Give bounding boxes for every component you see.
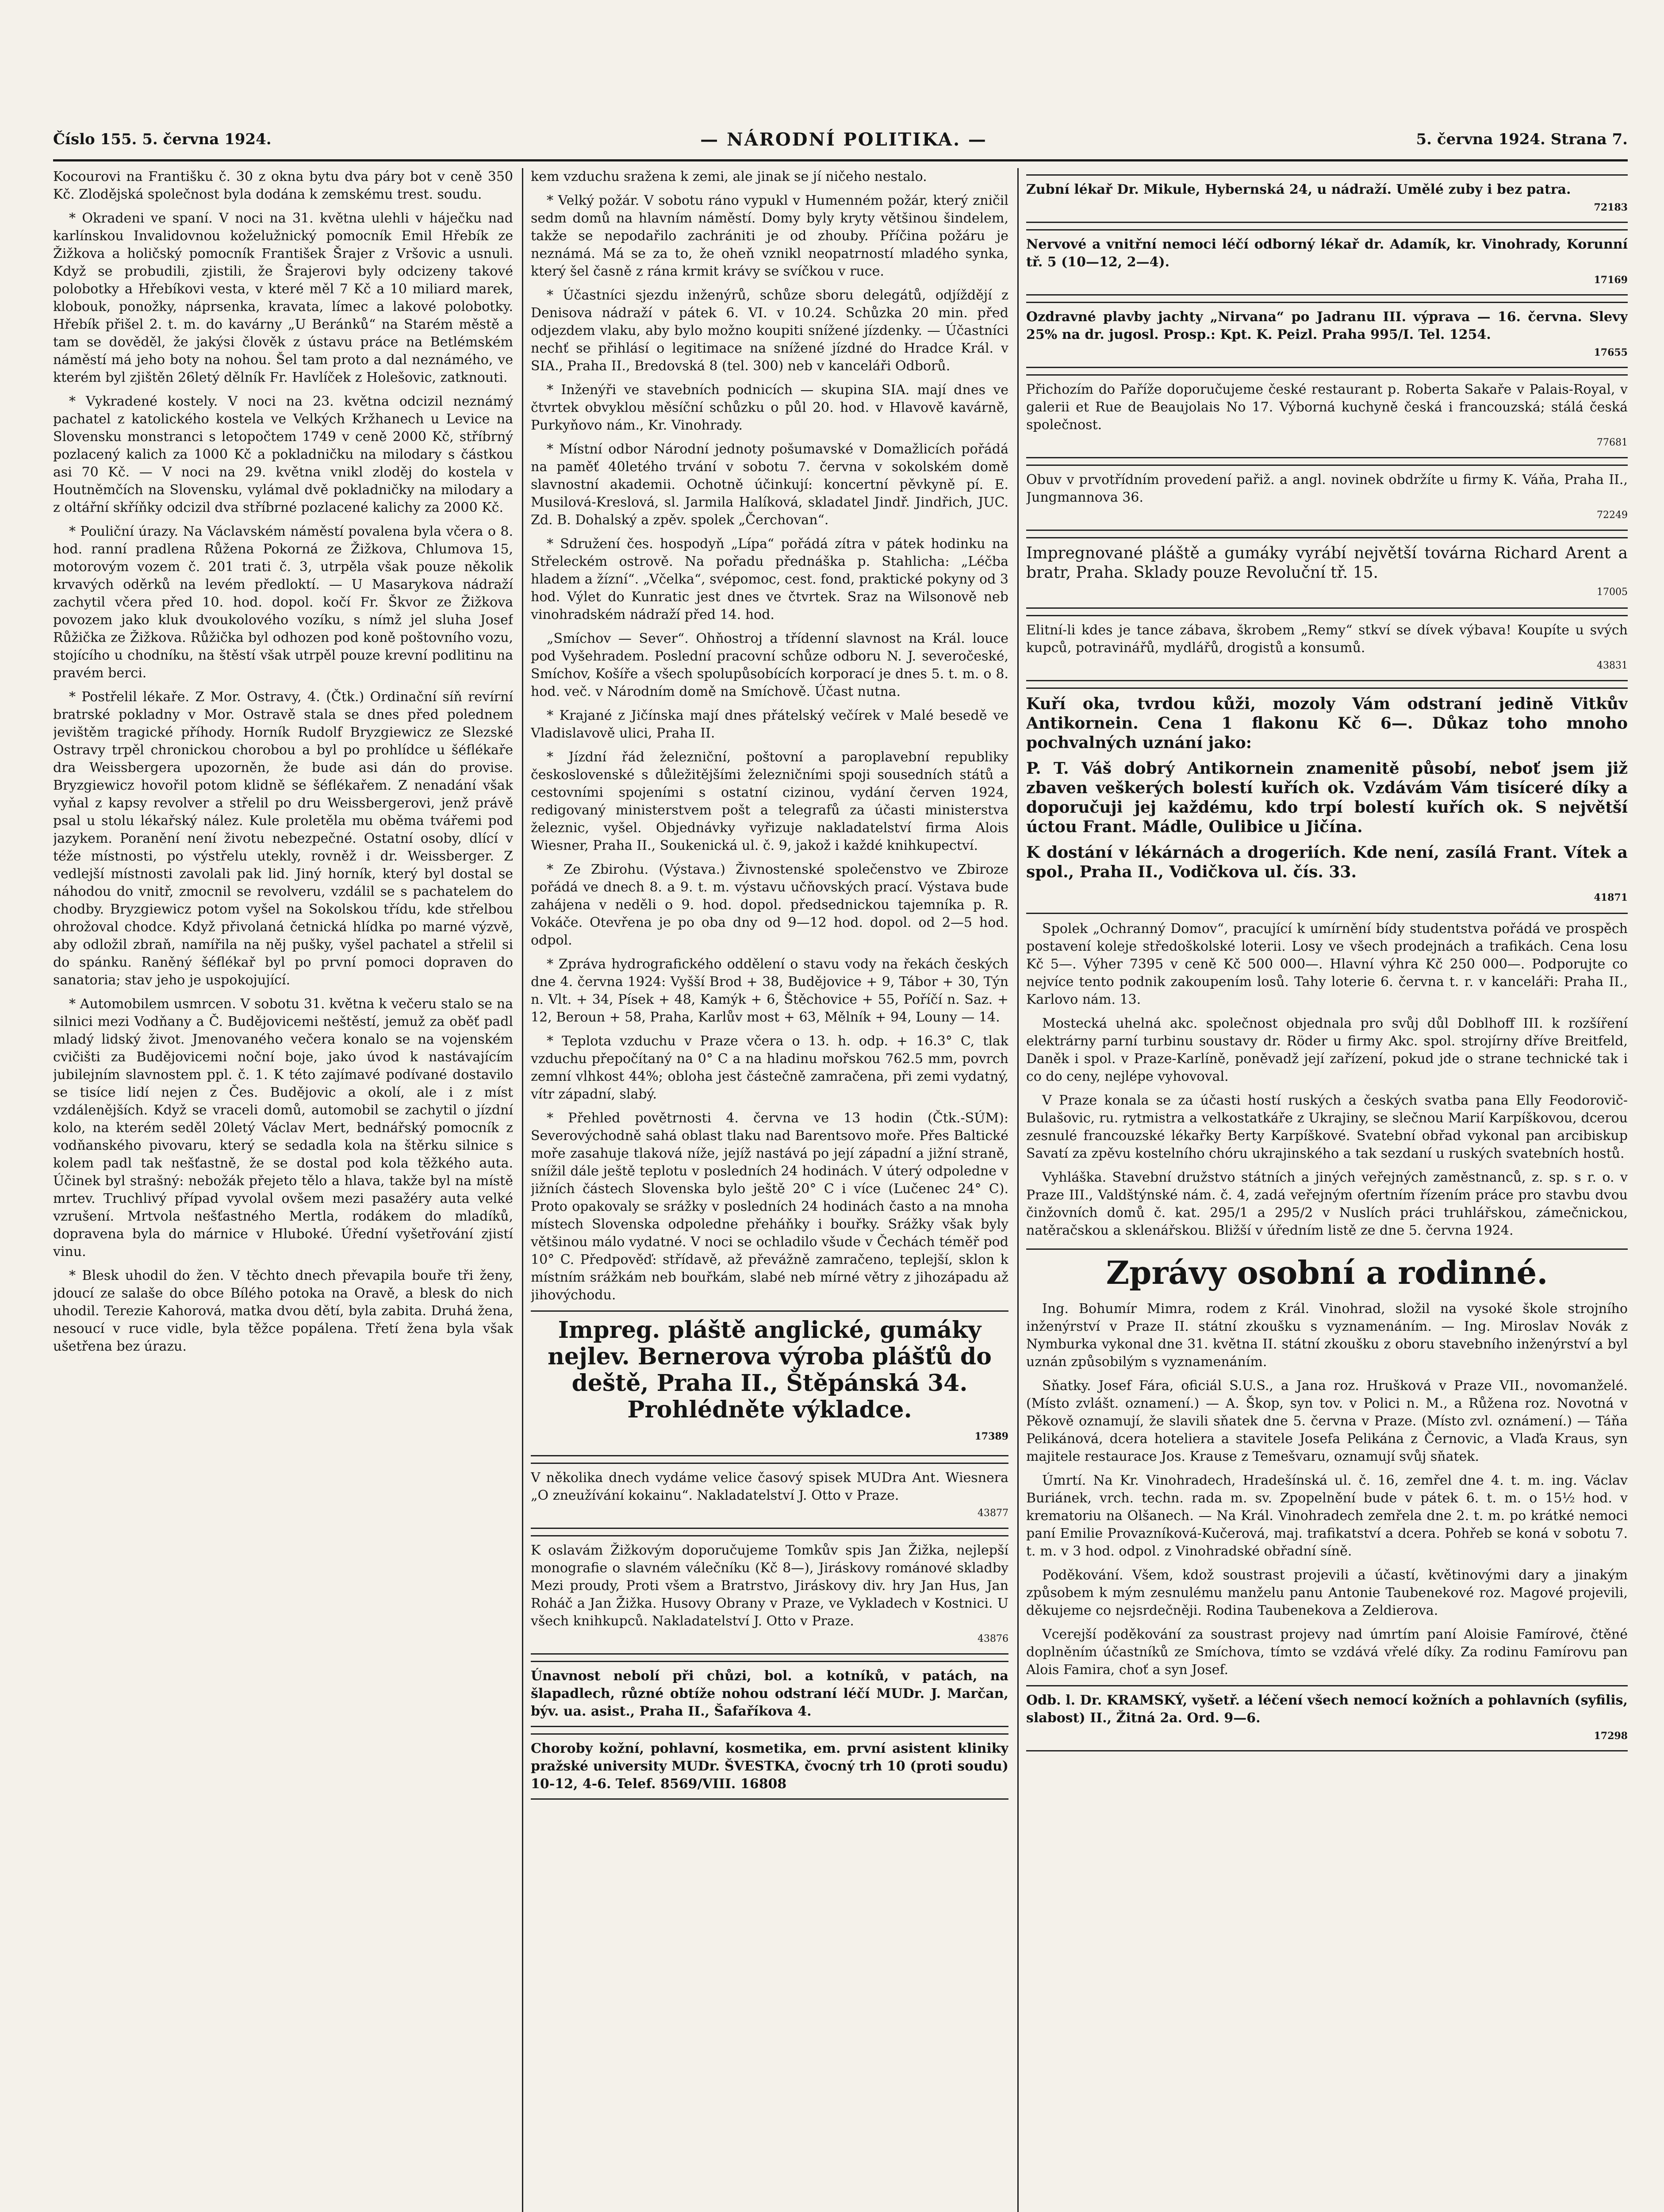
column-divider bbox=[522, 168, 523, 2212]
ad-number: 77681 bbox=[1597, 437, 1628, 448]
article: * Blesk uhodil do žen. V těchto dnech převapila bouře tři ženy, jdoucí ze salaše do obce Bílého potoka na Oravě, a blesk do nich uhodil. Terezie Kahorová, matka dvou dětí, byla zabita. Druhá žena, nesoucí v ruce vidle, byla těžce popálena. Třetí žena byla však ušetřena bez úrazu. bbox=[53, 1268, 513, 1354]
personal-news: Ing. Bohumír Mimra, rodem z Král. Vinohrad, složil na vysoké škole strojního inženýrství v Praze II. státní zkoušku s vyznamenáním. — Ing. Miroslav Novák z Nymburka vykonal dne 31. května II. státní zkoušku z oboru stavebního inženýrství a byl uznán způsobilým s vyznamenáním. bbox=[1026, 1301, 1628, 1370]
article: * Postřelil lékaře. Z Mor. Ostravy, 4. (Čtk.) Ordinační síň revírní bratrské pokladny v Mor. Ostravě stala se dnes před polednem jevištěm tragické příhody. Horník Rudolf Bryzgiewicz ze Slezské Ostravy trpěl chronickou chorobou a byl po prohlídce u šéflékaře dra Weissbergera upozorněn, že bude asi dán do provise. Bryzgiewicz hovořil potom klidně se šéflékařem. Z nenadání však vyňal z kapsy revolver a střelil po dru Weissbergerovi, jenž právě psal u stolu lékařský nález. Kule proletěla mu oběma tvářemi pod jazykem. Poranění není životu nebezpečné. Ostatní osoby, dlící v téže místnosti, po výstřelu utekly, rovněž i dr. Weissberger. Z vedlejší místnosti zavolali pak lid. Jiný horník, který byl dostal se náhodou do vnitř, zmocnil se revolveru, vzdálil se s pachatelem do chodby. Bryzgiewicz potom vyšel na Sokolskou třídu, kde střelbou ohrožoval chodce. Když přivolaná četnická hlídka po marné výzvě, aby odložil zbraň, namířila na něj pušky, vyšel pachatel a střelil si do spánku. Raněný šéflékař byl po první pomoci dopraven do sanatoria; stav jeho je uspokojující. bbox=[53, 689, 513, 988]
advertisement bbox=[531, 1733, 1008, 1800]
article: „Smíchov — Sever“. Ohňostroj a třídenní slavnost na Král. louce pod Vyšehradem. Poslední pracovní schůze odboru N. J. severočeské, Smíchov, Košíře a všech spolupůsobících korporací je dnes 5. t. m. o 8. hod. več. v Národním domě na Smíchově. Účast nutna. bbox=[531, 631, 1008, 699]
personal-news: Poděkování. Všem, kdož soustrast projevili a účastí, květinovými dary a jinakým způsobem k mým zesnulému manželu panu Antonie Taubenekové roz. Magové projevili, děkujeme co nejsrdečněji. Rodina Taubenekova a Zeldierova. bbox=[1026, 1567, 1628, 1618]
advertisement bbox=[531, 1463, 1008, 1529]
ad-text: K dostání v lékárnách a drogeriích. Kde není, zasílá Frant. Vítek a spol., Praha II., Vodičkova ul. čís. 33. bbox=[1026, 843, 1628, 881]
advertisement bbox=[1026, 374, 1628, 458]
advertisement bbox=[531, 1310, 1008, 1456]
ad-text: Zubní lékař Dr. Mikule, Hybernská 24, u nádraží. Umělé zuby i bez patra. bbox=[1026, 182, 1571, 197]
advertisement bbox=[1026, 229, 1628, 296]
article: * Jízdní řád železniční, poštovní a paroplavební republiky československé s důležitějšími železničními spoji sousedních států a cestovními spojeními s ostatní cizinou, vydání červen 1924, redigovaný ministerstvem pošt a telegrafů za účasti ministerstva železnic, vyšel. Objednávky vyřizuje nakladatelství firma Alois Wiesner, Praha II., Soukenická ul. č. 9, jakož i každé knihkupectví. bbox=[531, 749, 1008, 853]
ad-number: 72249 bbox=[1597, 510, 1628, 521]
ad-number: 17005 bbox=[1597, 587, 1628, 598]
article: * Vykradené kostely. V noci na 23. května odcizil neznámý pachatel z katolického kostela ve Velkých Kržhanech u Levice na Slovensku monstranci s letopočtem 1749 v ceně 2000 Kč, stříbrný pozlacený kalich za 1000 Kč a pokladničku na milodary s částkou asi 70 Kč. — V noci na 29. května vnikl zloděj do kostela v Houtněmčích na Slovensku, vylámal dvě pokladničky na milodary a z oltářní skříňky odcizil dva stříbrné pozlacené kalichy za 2000 Kč. bbox=[53, 394, 513, 515]
ad-text: Únavnost nebolí při chůzi, bol. a kotníků, v patách, na šlapadlech, různé obtíže nohou odstraní léčí MUDr. J. Marčan, býv. ua. asist., Praha II., Šafaříkova 4. bbox=[531, 1668, 1008, 1719]
ad-text: Odb. l. Dr. KRAMSKÝ, vyšetř. a léčení všech nemocí kožních a pohlavních (syfilis, slabost) II., Žitná 2a. Ord. 9—6. bbox=[1026, 1693, 1628, 1726]
article: * Pouliční úrazy. Na Václavském náměstí povalena byla včera o 8. hod. ranní pradlena Růžena Pokorná ze Žižkova, Chlumova 15, motorovým vozem č. 201 trati č. 3, utrpěla však pouze několik krvavých oděrků na levém předloktí. — U Masarykova nádraží zachytil včera před 10. hod. dopol. kočí Fr. Škvor ze Žižkova povozem jako kluk dvoukolového vozíku, s nímž jel sluha Josef Růžička ze Žižkova. Růžička byl odhozen pod koně poštovního vozu, stojícího u chodníku, na štěstí však utrpěl pouze krevní podlitinu na pravém berci. bbox=[53, 524, 513, 681]
advertisement bbox=[1026, 1685, 1628, 1751]
article: * Zpráva hydrografického oddělení o stavu vody na řekách českých dne 4. června 1924: Vyšší Brod + 38, Budějovice + 9, Tábor + 30, Týn n. Vlt. + 34, Písek + 48, Kamýk + 6, Štěchovice + 55, Poříčí n. Saz. + 12, Beroun + 58, Praha, Karlův most + 63, Mělník + 94, Louny — 14. bbox=[531, 956, 1008, 1025]
advertisement bbox=[1026, 465, 1628, 531]
ad-number: 17298 bbox=[1594, 1730, 1628, 1742]
article: * Okradeni ve spaní. V noci na 31. května ulehli v háječku nad karlínskou Invalidovnou koželužnický pomocník Emil Hřebík ze Žižkova a holičský pomocník František Šrajer z Vršovic a usnuli. Když se probudili, zjistili, že Šrajerovi byly odcizeny takové polobotky a Hřebíkovi vesta, v které měl 7 Kč a 10 miliard marek, klobouk, ponožky, náprsenka, kravata, límec a lakové polobotky. Hřebík přišel 2. t. m. do kavárny „U Beránků“ na Starém městě a tam se dověděl, že jakýsi člověk z ústavu práce na Betlémském náměstí má jeho boty na nohou. Šel tam proto a dal neznámého, ve kterém byl zjištěn 26letý dělník Fr. Havlíček z Holešovic, zatknouti. bbox=[53, 211, 513, 385]
advertisement bbox=[1026, 537, 1628, 609]
ad-text: K oslavám Žižkovým doporučujeme Tomkův spis Jan Žižka, nejlepší monografie o slavném válečníku (Kč 8—), Jiráskovy románové skladby Mezi proudy, Proti všem a Bratrstvo, Jiráskovy div. hry Jan Hus, Jan Roháč a Jan Žižka. Husovy Obrany v Praze, ve Vykladech v Kostnici. U všech knihkupců. Nakladatelství J. Otto v Praze. bbox=[531, 1543, 1008, 1629]
article: Kocourovi na Františku č. 30 z okna bytu dva páry bot v ceně 350 Kč. Zlodějská společnost byla dodána k zemskému trest. soudu. bbox=[53, 169, 513, 202]
ad-text: Ozdravné plavby jachty „Nirvana“ po Jadranu III. výprava — 16. června. Slevy 25% na dr. jugosl. Prosp.: Kpt. K. Peizl. Praha 995/I. Tel. 1254. bbox=[1026, 309, 1628, 342]
advertisement bbox=[1026, 615, 1628, 681]
notice: Mostecká uhelná akc. společnost objednala pro svůj důl Doblhoff III. k rozšíření elektrárny parní turbinu soustavy dr. Röder u firmy Akc. spol. strojírny dříve Breitfeld, Daněk i spol. v Praze-Karlíně, poněvadž její zařízení, pokud jde o strane technické tak i co do ceny, nejlépe vyhovoval. bbox=[1026, 1016, 1628, 1084]
column-1 bbox=[53, 168, 513, 2212]
article: * Automobilem usmrcen. V sobotu 31. května k večeru stalo se na silnici mezi Vodňany a Č. Budějovicemi neštěstí, jemuž za oběť padl mladý lidský život. Jmenovaného večera konalo se na vojenském cvičišti za Budějovicemi noční boje, jako úvod k nastávajícím jubilejním slavnostem ppl. č. 1. K této zajímavé podívané dostavilo se tisíce lidí nejen z Čes. Budějovic a okolí, ale i z míst vzdálenějších. Když se vraceli domů, automobil se zachytil o jízdní kolo, na kterém seděl 20letý Václav Mert, bednářský pomocník z vodňanského pivovaru, který se sedadla kola na štěrku silnice s kolem padl tak nešťastně, že se dostal pod kola těžkého auta. Účinek byl strašný: nebožák přejeto tělo a hlava, takže byl na místě mrtev. Truchlivý případ vyvolal ovšem mezi pasažéry auta velké vzrušení. Mrtvola nešťastného Mertla, rodákem do mladíků, dopravena byla do márnice v Hluboké. Úřední vyšetřování zjistí vinu. bbox=[53, 996, 513, 1260]
masthead-title: — NÁRODNÍ POLITIKA. — bbox=[700, 129, 987, 150]
ad-text: Obuv v prvotřídním provedení pařiž. a angl. novinek obdržíte u firmy K. Váňa, Praha II., Jungmannova 36. bbox=[1026, 472, 1628, 505]
article: * Krajané z Jičínska mají dnes přátelský večírek v Malé besedě ve Vladislavově ulici, Praha II. bbox=[531, 708, 1008, 741]
personal-news: Vcerejší poděkování za soustrast projevy nad úmrtím paní Aloisie Famírové, čtěné doplněním účastníků ze Smíchova, tímto se vzdává vřelé díky. Za rodinu Famírovu pan Alois Famira, choť a syn Josef. bbox=[1026, 1627, 1628, 1678]
article: kem vzduchu sražena k zemi, ale jinak se jí ničeho nestalo. bbox=[531, 169, 927, 184]
ad-number: 43877 bbox=[978, 1508, 1008, 1519]
ad-text: Kuří oka, tvrdou kůži, mozoly Vám odstraní jedině Vitkův Antikornein. Cena 1 flakonu Kč 6—. Důkaz toho mnoho pochvalných uznání jako: bbox=[1026, 695, 1628, 752]
advertisement bbox=[531, 1661, 1008, 1727]
personal-news: Úmrtí. Na Kr. Vinohradech, Hradešínská ul. č. 16, zemřel dne 4. t. m. ing. Václav Buriánek, vrch. techn. rada m. sv. Zpopelnění bude v pátek 6. t. m. o 15½ hod. v krematoriu na Olšanech. — Na Král. Vinohradech zemřela dne 2. t. m. po krátké nemoci paní Emilie Provazníková-Kučerová, maj. trafikatství a dcera. Pohřeb se koná v sobotu 7. t. m. v 3 hod. odpol. z Vinohradské obřadní síně. bbox=[1026, 1473, 1628, 1559]
article: * Velký požár. V sobotu ráno vypukl v Humenném požár, který zničil sedm domů na hlavním náměstí. Domy byly kryty většinou šindelem, takže se nepodařilo zachrániti je od zhouby. Příčina požáru je neznámá. Má se za to, že oheň vznikl neopatrností mladého synka, který šel časně z rána krmit krávy se svíčkou v ruce. bbox=[531, 193, 1008, 279]
ad-text: Nervové a vnitřní nemoci léčí odborný lékař dr. Adamík, kr. Vinohrady, Korunní tř. 5 (10—12, 2—4). bbox=[1026, 237, 1628, 270]
header-issue: Číslo 155. 5. června 1924. bbox=[53, 131, 272, 148]
personal-news: Sňatky. Josef Fára, oficiál S.U.S., a Jana roz. Hrušková v Praze VII., novomanželé. (Místo zvlášt. oznamení.) — A. Škop, syn tov. v Polici n. M., a Růžena roz. Novotná v Pěkově oznamují, že slavili sňatek dne 5. června v Praze. (Místo zvl. oznámení.) — Táňa Pelikánová, dcera hoteliera a stavitele Josefa Pelikána z Černovic, a Vlaďa Kraus, syn majitele restaurace Jos. Krause z Temešvaru, oznamují svůj sňatek. bbox=[1026, 1378, 1628, 1464]
notice: Spolek „Ochranný Domov“, pracující k umírnění bídy studentstva pořádá ve prospěch postavení koleje středoškolské loterii. Losy ve všech prodejnách a trafikách. Cena losu Kč 5—. Výher 7395 v ceně Kč 500 000—. Hlavní výhra Kč 250 000—. Podporujte co nejvíce tento podnik zakoupením losů. Tahy loterie 6. června t. r. v kanceláři: Praha II., Karlovo nám. 13. bbox=[1026, 921, 1628, 1007]
article: * Místní odbor Národní jednoty pošumavské v Domažlicích pořádá na paměť 40letého trvání v sobotu 7. června v sokolském domě slavnostní akademii. Ochotně účinkují: koncertní pěvkyně pí. E. Musilová-Kreslová, sl. Jarmila Halíková, skladatel Jindř. Jindřich, JUC. Zd. B. Dohalský a zpěv. spolek „Čerchovan“. bbox=[531, 442, 1008, 528]
ad-number: 17169 bbox=[1594, 274, 1628, 286]
ad-number: 43876 bbox=[978, 1633, 1008, 1644]
article: * Sdružení čes. hospodyň „Lípa“ pořádá zítra v pátek hodinku na Střeleckém ostrově. Na pořadu přednáška p. Stahlicha: „Léčba hladem a žízní“. „Včelka“, svépomoc, cest. fond, praktické pokyny od 3 hod. Výlet do Kunratic jest dnes ve čtvrtek. Sraz na Wilsonově neb vinohradském nádraží před 14. hod. bbox=[531, 536, 1008, 622]
ad-text: Impregnované pláště a gumáky vyrábí největší továrna Richard Arent a bratr, Praha. Sklady pouze Revoluční tř. 15. bbox=[1026, 544, 1628, 582]
advertisement bbox=[1026, 174, 1628, 223]
ad-text: P. T. Váš dobrý Antikornein znamenitě působí, neboť jsem již zbaven veškerých bolestí kuřích ok. Vzdávám Vám tisíceré díky a doporučuji jej každému, kdo trpí bolestí kuřích ok. S největší úctou Frant. Mádle, Oulibice u Jičína. bbox=[1026, 759, 1628, 836]
ad-number: 17389 bbox=[974, 1431, 1008, 1442]
column-3 bbox=[1026, 168, 1628, 2212]
ad-text: Přichozím do Paříže doporučujeme české restaurant p. Roberta Sakaře v Palais-Royal, v galerii et Rue de Beaujolais No 17. Výborná kuchyně česká i francouzská; stálá česká společnost. bbox=[1026, 382, 1628, 433]
ad-text: Impreg. pláště anglické, gumáky nejlev. Bernerova výroba plášťů do deště, Praha II., Štěpánská 34. Prohlédněte výkladce. bbox=[548, 1317, 992, 1423]
ad-text: Choroby kožní, pohlavní, kosmetika, em. první asistent kliniky pražské university MUDr. ŠVESTKA, čvocný trh 10 (proti soudu) 10-12, 4-6. Telef. 8569/VIII. 16808 bbox=[531, 1741, 1008, 1792]
ad-text: V několika dnech vydáme velice časový spisek MUDra Ant. Wiesnera „O zneužívání kokainu“. Nakladatelství J. Otto v Praze. bbox=[531, 1470, 1008, 1503]
ad-number: 41871 bbox=[1594, 892, 1628, 903]
ad-number: 72183 bbox=[1594, 202, 1628, 213]
article: * Účastníci sjezdu inženýrů, schůze sboru delegátů, odjíždějí z Denisova nádraží v pátek 6. VI. v 10.24. Schůzka 20 min. před odjezdem vlaku, aby bylo možno koupiti snížené jízdenky. — Účastníci nechť se přihlásí o legitimace na snížené jízdné do Hradce Král. v SIA., Praha II., Bredovská 8 (tel. 300) neb v kanceláři Odborů. bbox=[531, 288, 1008, 374]
notice: V Praze konala se za účasti hostí ruských a českých svatba pana Elly Feodorovič-Bulašovic, ru. rytmistra a velkostatkáře z Ukrajiny, se slečnou Marií Karpíškovou, dcerou zesnulé francouzské lékařky Berty Karpíškové. Svatební obřad vykonal pan arcibiskup Savatí za zpěvu kostelního chóru ukrajinského a tak sezdaní u ruských svatebních hostů. bbox=[1026, 1093, 1628, 1161]
article: * Ze Zbirohu. (Výstava.) Živnostenské společenstvo ve Zbiroze pořádá ve dnech 8. a 9. t. m. výstavu učňovských prací. Výstava bude zahájena v neděli o 9. hod. dopol. předsednickou tajemníka p. R. Vokáče. Otevřena je po oba dny od 9—12 hod. dopol. od 2—5 hod. odpol. bbox=[531, 862, 1008, 948]
section-title: Zprávy osobní a rodinné. bbox=[1026, 1248, 1628, 1291]
article: * Přehled povětrnosti 4. června ve 13 hodin (Čtk.-SÚM): Severovýchodně sahá oblast tlaku nad Barentsovo moře. Přes Baltické moře zasahuje tlaková níže, jejíž nastává po její západní a jižní straně, snížil dále ještě teplotu v posledních 24 hodinách. V úterý odpoledne v jižních částech Slovenska bylo ještě 20° C i více (Lučenec 24° C). Proto opakovaly se srážky v posledních 24 hodinách často a na mnoha místech Slovenska odpoledne přeháňky i bouřky. Srážky však byly většinou málo vydatné. V noci se ochladilo všude v Čechách téměř pod 10° C. Předpověď: střídavě, až převážně zamračeno, teplejší, sklon k místním srážkám neb bouřkám, slabé neb mírné větry z jihozápadu až jihovýchodu. bbox=[531, 1110, 1008, 1303]
antikornein-advertisement bbox=[1026, 687, 1628, 914]
advertisement bbox=[531, 1535, 1008, 1655]
advertisement bbox=[1026, 302, 1628, 368]
article: * Teplota vzduchu v Praze včera o 13. h. odp. + 16.3° C, tlak vzduchu přepočítaný na 0° C a na hladinu mořskou 762.5 mm, povrch zemní vlhkost 44%; obloha jest částečně zamračena, při zemi vydatný, vítr západní, slabý. bbox=[531, 1033, 1008, 1102]
ad-number: 43831 bbox=[1597, 660, 1628, 671]
ad-number: 17655 bbox=[1594, 347, 1628, 358]
page-header bbox=[53, 119, 1628, 161]
notice: Vyhláška. Stavební družstvo státních a jiných veřejných zaměstnanců, z. sp. s r. o. v Praze III., Valdštýnské nám. č. 4, zadá veřejným ofertním řízením práce pro stavbu dvou činžovních domů č. kat. 295/1 a 295/2 v Nuslích práci truhlářskou, zámečnickou, natěračskou a sklenářskou. Bližší v úředním listě ze dne 5. června 1924. bbox=[1026, 1170, 1628, 1238]
ad-text: Elitní-li kdes je tance zábava, škrobem „Remy“ stkví se dívek výbava! Koupíte u svých kupců, potravinářů, mydlářů, drogistů a konsumů. bbox=[1026, 622, 1628, 656]
column-divider bbox=[1017, 168, 1019, 2212]
header-page: 5. června 1924. Strana 7. bbox=[1416, 131, 1628, 148]
column-2 bbox=[531, 168, 1008, 2212]
article: * Inženýři ve stavebních podnicích — skupina SIA. mají dnes ve čtvrtek obvyklou měsíční schůzku o půl 20. hod. v Hlavově kavárně, Purkyňovo nám., Kr. Vinohrady. bbox=[531, 382, 1008, 433]
